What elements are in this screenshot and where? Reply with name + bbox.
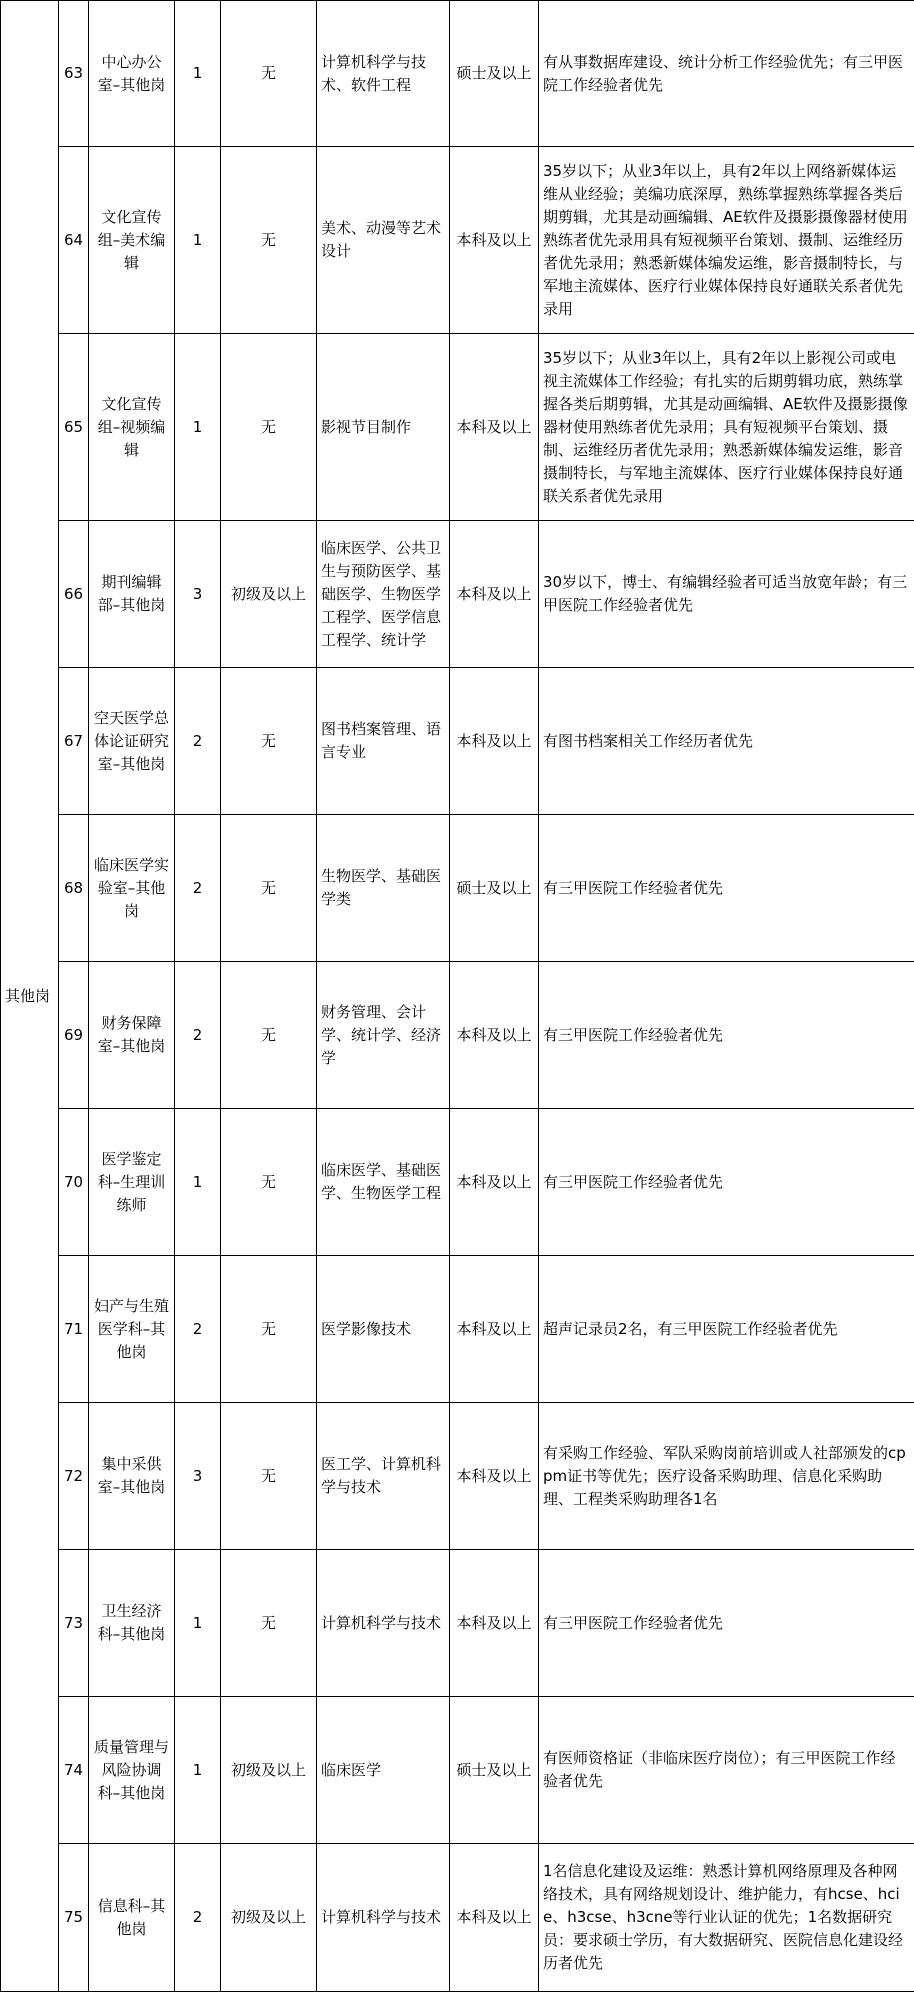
- major-requirement: 计算机科学与技术: [317, 1844, 450, 1992]
- headcount: 2: [175, 1844, 221, 1992]
- education-requirement: 硕士及以上: [450, 1697, 539, 1844]
- position-number: 75: [59, 1844, 89, 1992]
- other-requirement: 有三甲医院工作经验者优先: [539, 1109, 914, 1256]
- title-requirement: 无: [221, 1403, 317, 1550]
- headcount: 2: [175, 962, 221, 1109]
- other-requirement: 30岁以下，博士、有编辑经验者可适当放宽年龄；有三甲医院工作经验者优先: [539, 521, 914, 668]
- other-requirement: 有三甲医院工作经验者优先: [539, 962, 914, 1109]
- position-title: 中心办公室–其他岗: [89, 1, 175, 147]
- position-title: 文化宣传组–视频编辑: [89, 334, 175, 521]
- headcount: 1: [175, 1, 221, 147]
- headcount: 1: [175, 334, 221, 521]
- major-requirement: 美术、动漫等艺术设计: [317, 147, 450, 334]
- position-number: 68: [59, 815, 89, 962]
- position-title: 空天医学总体论证研究室–其他岗: [89, 668, 175, 815]
- position-number: 64: [59, 147, 89, 334]
- table-row: [1, 147, 914, 334]
- headcount: 3: [175, 1403, 221, 1550]
- title-requirement: 无: [221, 815, 317, 962]
- title-requirement: 初级及以上: [221, 521, 317, 668]
- table-row: [1, 521, 914, 668]
- other-requirement: 有从事数据库建设、统计分析工作经验优先；有三甲医院工作经验者优先: [539, 1, 914, 147]
- title-requirement: 无: [221, 147, 317, 334]
- table-row: [1, 1550, 914, 1697]
- major-requirement: 临床医学、基础医学、生物医学工程: [317, 1109, 450, 1256]
- education-requirement: 本科及以上: [450, 521, 539, 668]
- position-number: 74: [59, 1697, 89, 1844]
- education-requirement: 本科及以上: [450, 1844, 539, 1992]
- major-requirement: 计算机科学与技术、软件工程: [317, 1, 450, 147]
- education-requirement: 本科及以上: [450, 1256, 539, 1403]
- table-row: [1, 962, 914, 1109]
- education-requirement: 本科及以上: [450, 1403, 539, 1550]
- major-requirement: 临床医学: [317, 1697, 450, 1844]
- title-requirement: 无: [221, 1109, 317, 1256]
- major-requirement: 生物医学、基础医学类: [317, 815, 450, 962]
- position-title: 医学鉴定科–生理训练师: [89, 1109, 175, 1256]
- title-requirement: 无: [221, 668, 317, 815]
- position-number: 66: [59, 521, 89, 668]
- position-number: 73: [59, 1550, 89, 1697]
- headcount: 2: [175, 668, 221, 815]
- major-requirement: 医工学、计算机科学与技术: [317, 1403, 450, 1550]
- position-title: 信息科–其他岗: [89, 1844, 175, 1992]
- table-row: [1, 1109, 914, 1256]
- education-requirement: 本科及以上: [450, 962, 539, 1109]
- table-row: [1, 1844, 914, 1992]
- major-requirement: 财务管理、会计学、统计学、经济学: [317, 962, 450, 1109]
- category-cell: 其他岗: [1, 1, 59, 1992]
- headcount: 1: [175, 147, 221, 334]
- position-number: 63: [59, 1, 89, 147]
- position-title: 妇产与生殖医学科–其他岗: [89, 1256, 175, 1403]
- title-requirement: 无: [221, 334, 317, 521]
- other-requirement: 有三甲医院工作经验者优先: [539, 1550, 914, 1697]
- title-requirement: 无: [221, 1550, 317, 1697]
- education-requirement: 硕士及以上: [450, 1, 539, 147]
- title-requirement: 初级及以上: [221, 1844, 317, 1992]
- education-requirement: 本科及以上: [450, 1109, 539, 1256]
- other-requirement: 1名信息化建设及运维：熟悉计算机网络原理及各种网络技术，具有网络规划设计、维护能力，有hcse、hcie、h3cse、h3cne等行业认证的优先；1名数据研究员：要求硕士学历，有大数据研究、医院信息化建设经历者优先: [539, 1844, 914, 1992]
- position-title: 期刊编辑部–其他岗: [89, 521, 175, 668]
- position-number: 67: [59, 668, 89, 815]
- headcount: 2: [175, 815, 221, 962]
- title-requirement: 无: [221, 1256, 317, 1403]
- title-requirement: 无: [221, 962, 317, 1109]
- position-number: 69: [59, 962, 89, 1109]
- major-requirement: 医学影像技术: [317, 1256, 450, 1403]
- position-title: 临床医学实验室–其他岗: [89, 815, 175, 962]
- major-requirement: 计算机科学与技术: [317, 1550, 450, 1697]
- education-requirement: 本科及以上: [450, 668, 539, 815]
- major-requirement: 临床医学、公共卫生与预防医学、基础医学、生物医学工程学、医学信息工程学、统计学: [317, 521, 450, 668]
- position-title: 集中采供室–其他岗: [89, 1403, 175, 1550]
- other-requirement: 35岁以下；从业3年以上，具有2年以上网络新媒体运维从业经验；美编功底深厚，熟练掌握熟练掌握各类后期剪辑，尤其是动画编辑、AE软件及摄影摄像器材使用熟练者优先录用具有短视频平台策划、摄制、运维经历者优先录用；熟悉新媒体编发运维，影音摄制特长，与军地主流媒体、医疗行业媒体保持良好通联关系者优先录用: [539, 147, 914, 334]
- position-title: 质量管理与风险协调科–其他岗: [89, 1697, 175, 1844]
- education-requirement: 硕士及以上: [450, 815, 539, 962]
- other-requirement: 有三甲医院工作经验者优先: [539, 815, 914, 962]
- major-requirement: 影视节目制作: [317, 334, 450, 521]
- other-requirement: 超声记录员2名，有三甲医院工作经验者优先: [539, 1256, 914, 1403]
- table-row: [1, 1403, 914, 1550]
- table-row: [1, 1256, 914, 1403]
- table-row: [1, 334, 914, 521]
- position-title: 文化宣传组–美术编辑: [89, 147, 175, 334]
- position-number: 71: [59, 1256, 89, 1403]
- education-requirement: 本科及以上: [450, 334, 539, 521]
- position-title: 财务保障室–其他岗: [89, 962, 175, 1109]
- table-row: [1, 815, 914, 962]
- other-requirement: 有图书档案相关工作经历者优先: [539, 668, 914, 815]
- headcount: 1: [175, 1697, 221, 1844]
- other-requirement: 有采购工作经验、军队采购岗前培训或人社部颁发的cppm证书等优先；医疗设备采购助理、信息化采购助理、工程类采购助理各1名: [539, 1403, 914, 1550]
- position-number: 70: [59, 1109, 89, 1256]
- title-requirement: 无: [221, 1, 317, 147]
- position-number: 65: [59, 334, 89, 521]
- position-number: 72: [59, 1403, 89, 1550]
- other-requirement: 有医师资格证（非临床医疗岗位）；有三甲医院工作经验者优先: [539, 1697, 914, 1844]
- headcount: 1: [175, 1550, 221, 1697]
- major-requirement: 图书档案管理、语言专业: [317, 668, 450, 815]
- headcount: 3: [175, 521, 221, 668]
- education-requirement: 本科及以上: [450, 147, 539, 334]
- headcount: 1: [175, 1109, 221, 1256]
- table-row: [1, 1, 914, 147]
- title-requirement: 初级及以上: [221, 1697, 317, 1844]
- other-requirement: 35岁以下；从业3年以上，具有2年以上影视公司或电视主流媒体工作经验；有扎实的后期剪辑功底，熟练掌握各类后期剪辑，尤其是动画编辑、AE软件及摄影摄像器材使用熟练者优先录用；具有短视频平台策划、摄制、运维经历者优先录用；熟悉新媒体编发运维，影音摄制特长，与军地主流媒体、医疗行业媒体保持良好通联关系者优先录用: [539, 334, 914, 521]
- education-requirement: 本科及以上: [450, 1550, 539, 1697]
- headcount: 2: [175, 1256, 221, 1403]
- table-row: [1, 1697, 914, 1844]
- position-title: 卫生经济科–其他岗: [89, 1550, 175, 1697]
- table-row: [1, 668, 914, 815]
